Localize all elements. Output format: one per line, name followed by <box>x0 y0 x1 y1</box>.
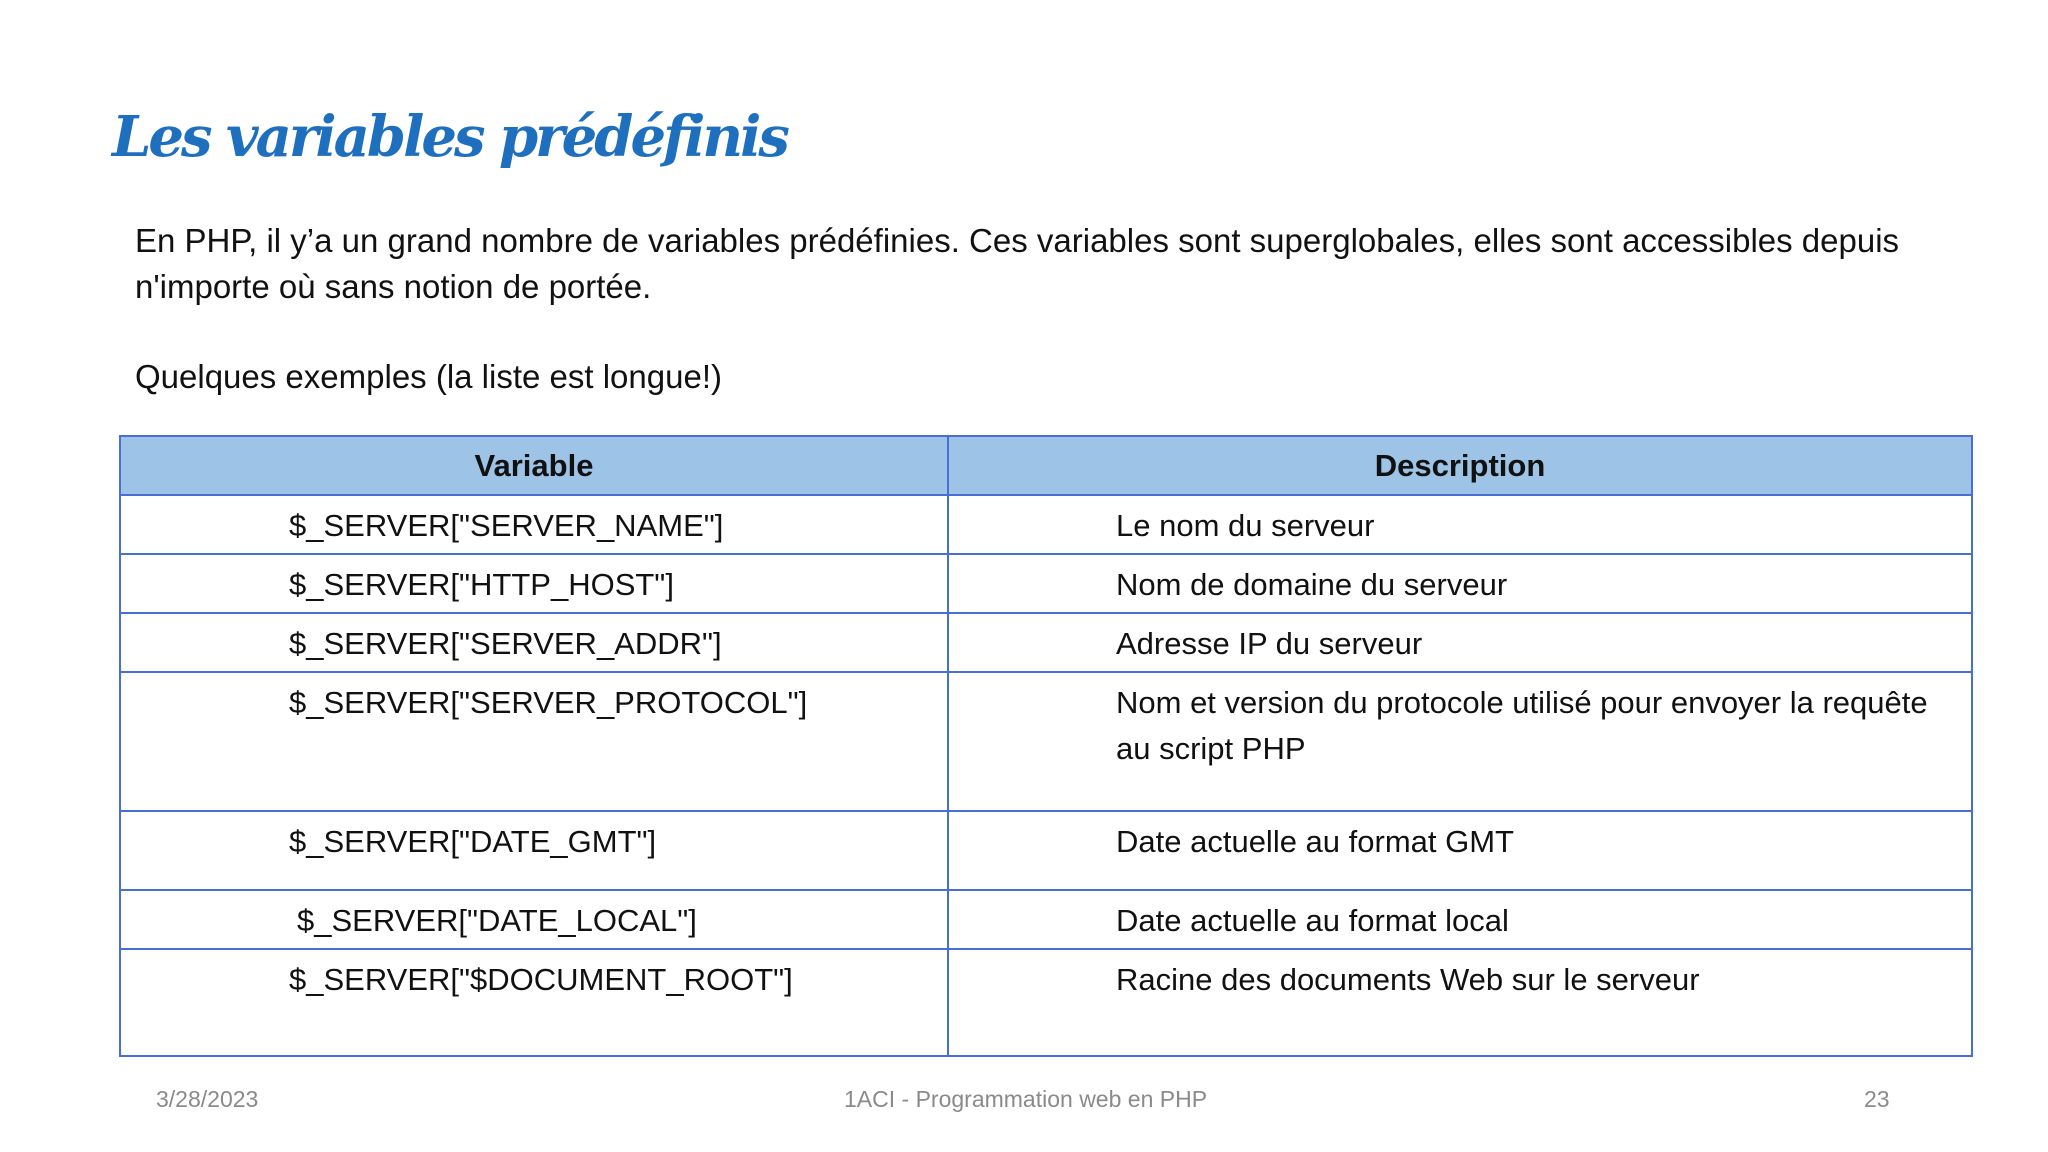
description-cell <box>948 672 1972 811</box>
variable-description: Nom et version du protocole utilisé pour envoyer la requête au script PHP <box>1116 685 1928 766</box>
footer-date: 3/28/2023 <box>156 1086 259 1112</box>
variable-name: $_SERVER["SERVER_NAME"] <box>289 508 724 543</box>
examples-label: Quelques exemples (la liste est longue!) <box>135 358 722 395</box>
description-cell <box>948 811 1972 890</box>
table-row <box>120 672 1972 811</box>
description-cell <box>948 949 1972 1056</box>
table-row <box>120 811 1972 890</box>
intro-text: En PHP, il y’a un grand nombre de variables prédéfinies. Ces variables sont superglobales, elles sont accessibles depuis n'importe où sans notion de portée. <box>135 222 1900 305</box>
variable-cell <box>120 554 948 613</box>
description-cell <box>948 890 1972 949</box>
table-row <box>120 554 1972 613</box>
variable-description: Date actuelle au format local <box>1116 903 1509 938</box>
page-number: 23 <box>1864 1086 1890 1112</box>
variable-description: Le nom du serveur <box>1116 508 1375 543</box>
description-cell <box>948 613 1972 672</box>
table-header-row <box>120 436 1972 495</box>
table-row <box>120 890 1972 949</box>
variable-name: $_SERVER["SERVER_PROTOCOL"] <box>289 685 808 720</box>
variable-cell <box>120 949 948 1056</box>
table-row <box>120 613 1972 672</box>
intro-paragraph <box>135 218 1985 310</box>
variable-description: Date actuelle au format GMT <box>1116 824 1514 859</box>
variable-description: Racine des documents Web sur le serveur <box>1116 962 1700 997</box>
variables-table <box>119 435 1973 1057</box>
variable-description: Nom de domaine du serveur <box>1116 567 1508 602</box>
table-row <box>120 949 1972 1056</box>
variable-description: Adresse IP du serveur <box>1116 626 1423 661</box>
variable-name: $_SERVER["HTTP_HOST"] <box>289 567 674 602</box>
header-description: Description <box>948 436 1972 495</box>
variable-cell <box>120 613 948 672</box>
variable-cell <box>120 811 948 890</box>
description-cell <box>948 495 1972 554</box>
description-cell <box>948 554 1972 613</box>
footer-title: 1ACI - Programmation web en PHP <box>844 1086 1208 1112</box>
variable-name: $_SERVER["$DOCUMENT_ROOT"] <box>289 962 793 997</box>
variable-cell <box>120 672 948 811</box>
variable-cell <box>120 495 948 554</box>
variable-name: $_SERVER["DATE_GMT"] <box>289 824 657 859</box>
slide-title: Les variables prédéfinis <box>112 104 787 170</box>
variable-cell <box>120 890 948 949</box>
table-row <box>120 495 1972 554</box>
variable-name: $_SERVER["DATE_LOCAL"] <box>297 903 697 938</box>
header-variable: Variable <box>120 436 948 495</box>
variable-name: $_SERVER["SERVER_ADDR"] <box>289 626 722 661</box>
